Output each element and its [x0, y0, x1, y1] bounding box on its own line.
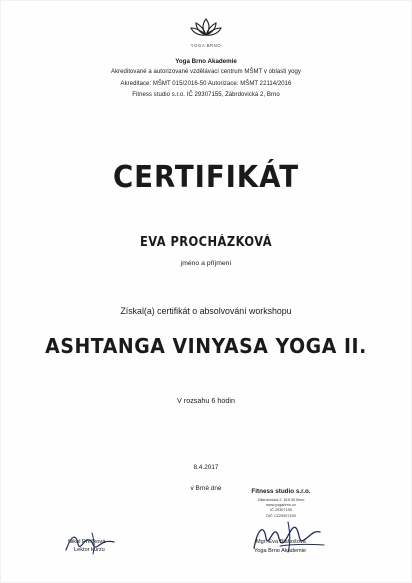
certificate-title: CERTIFIKÁT: [113, 160, 299, 195]
accreditation-numbers: Akreditace: MŠMT 015/2016-50 Autorizace: MŠMT 22114/2016: [120, 81, 292, 87]
logo-text: YOGA BRNO: [190, 43, 222, 48]
representative-role: Yoga Brno Akademie: [254, 548, 307, 554]
course-duration: V rozsahu 6 hodin: [177, 396, 235, 405]
issue-date: 8.4.2017: [193, 464, 219, 471]
company-address: Fitness studio s.r.o. IČ 29307155, Zábrdovická 2, Brno: [132, 92, 280, 98]
stamp-line: Zábrdovická 2, 615 00 Brno: [257, 498, 305, 502]
representative-name: Mgr. Eva Blahošová: [256, 539, 306, 545]
certificate-statement: Získal(a) certifikát o absolvování workshopu: [120, 306, 292, 316]
name-label: jméno a příjmení: [180, 260, 232, 267]
organization-name: Yoga Brno Akademie: [175, 58, 237, 65]
recipient-name: EVA PROCHÁZKOVÁ: [139, 235, 273, 250]
accreditation-line: Akreditované a autorizované vzdělávací centrum MŠMT v oblasti yogy: [111, 69, 301, 75]
stamp-line: www.yogabrno.cz: [266, 503, 296, 508]
course-name: ASHTANGA VINYASA YOGA II.: [45, 334, 367, 358]
lector-role: Lektor kurzu: [74, 547, 105, 553]
stamp-line: DIČ CZ29307155: [266, 513, 296, 518]
stamp-line: IČ 29307155: [270, 508, 292, 513]
stamp-details: [248, 498, 314, 519]
lector-name: Nikol Přečková: [68, 539, 106, 545]
stamp-title: Fitness studio s.r.o.: [251, 488, 311, 495]
lotus-flower-icon: [186, 16, 226, 50]
issue-place: v Brně dne: [190, 485, 222, 492]
